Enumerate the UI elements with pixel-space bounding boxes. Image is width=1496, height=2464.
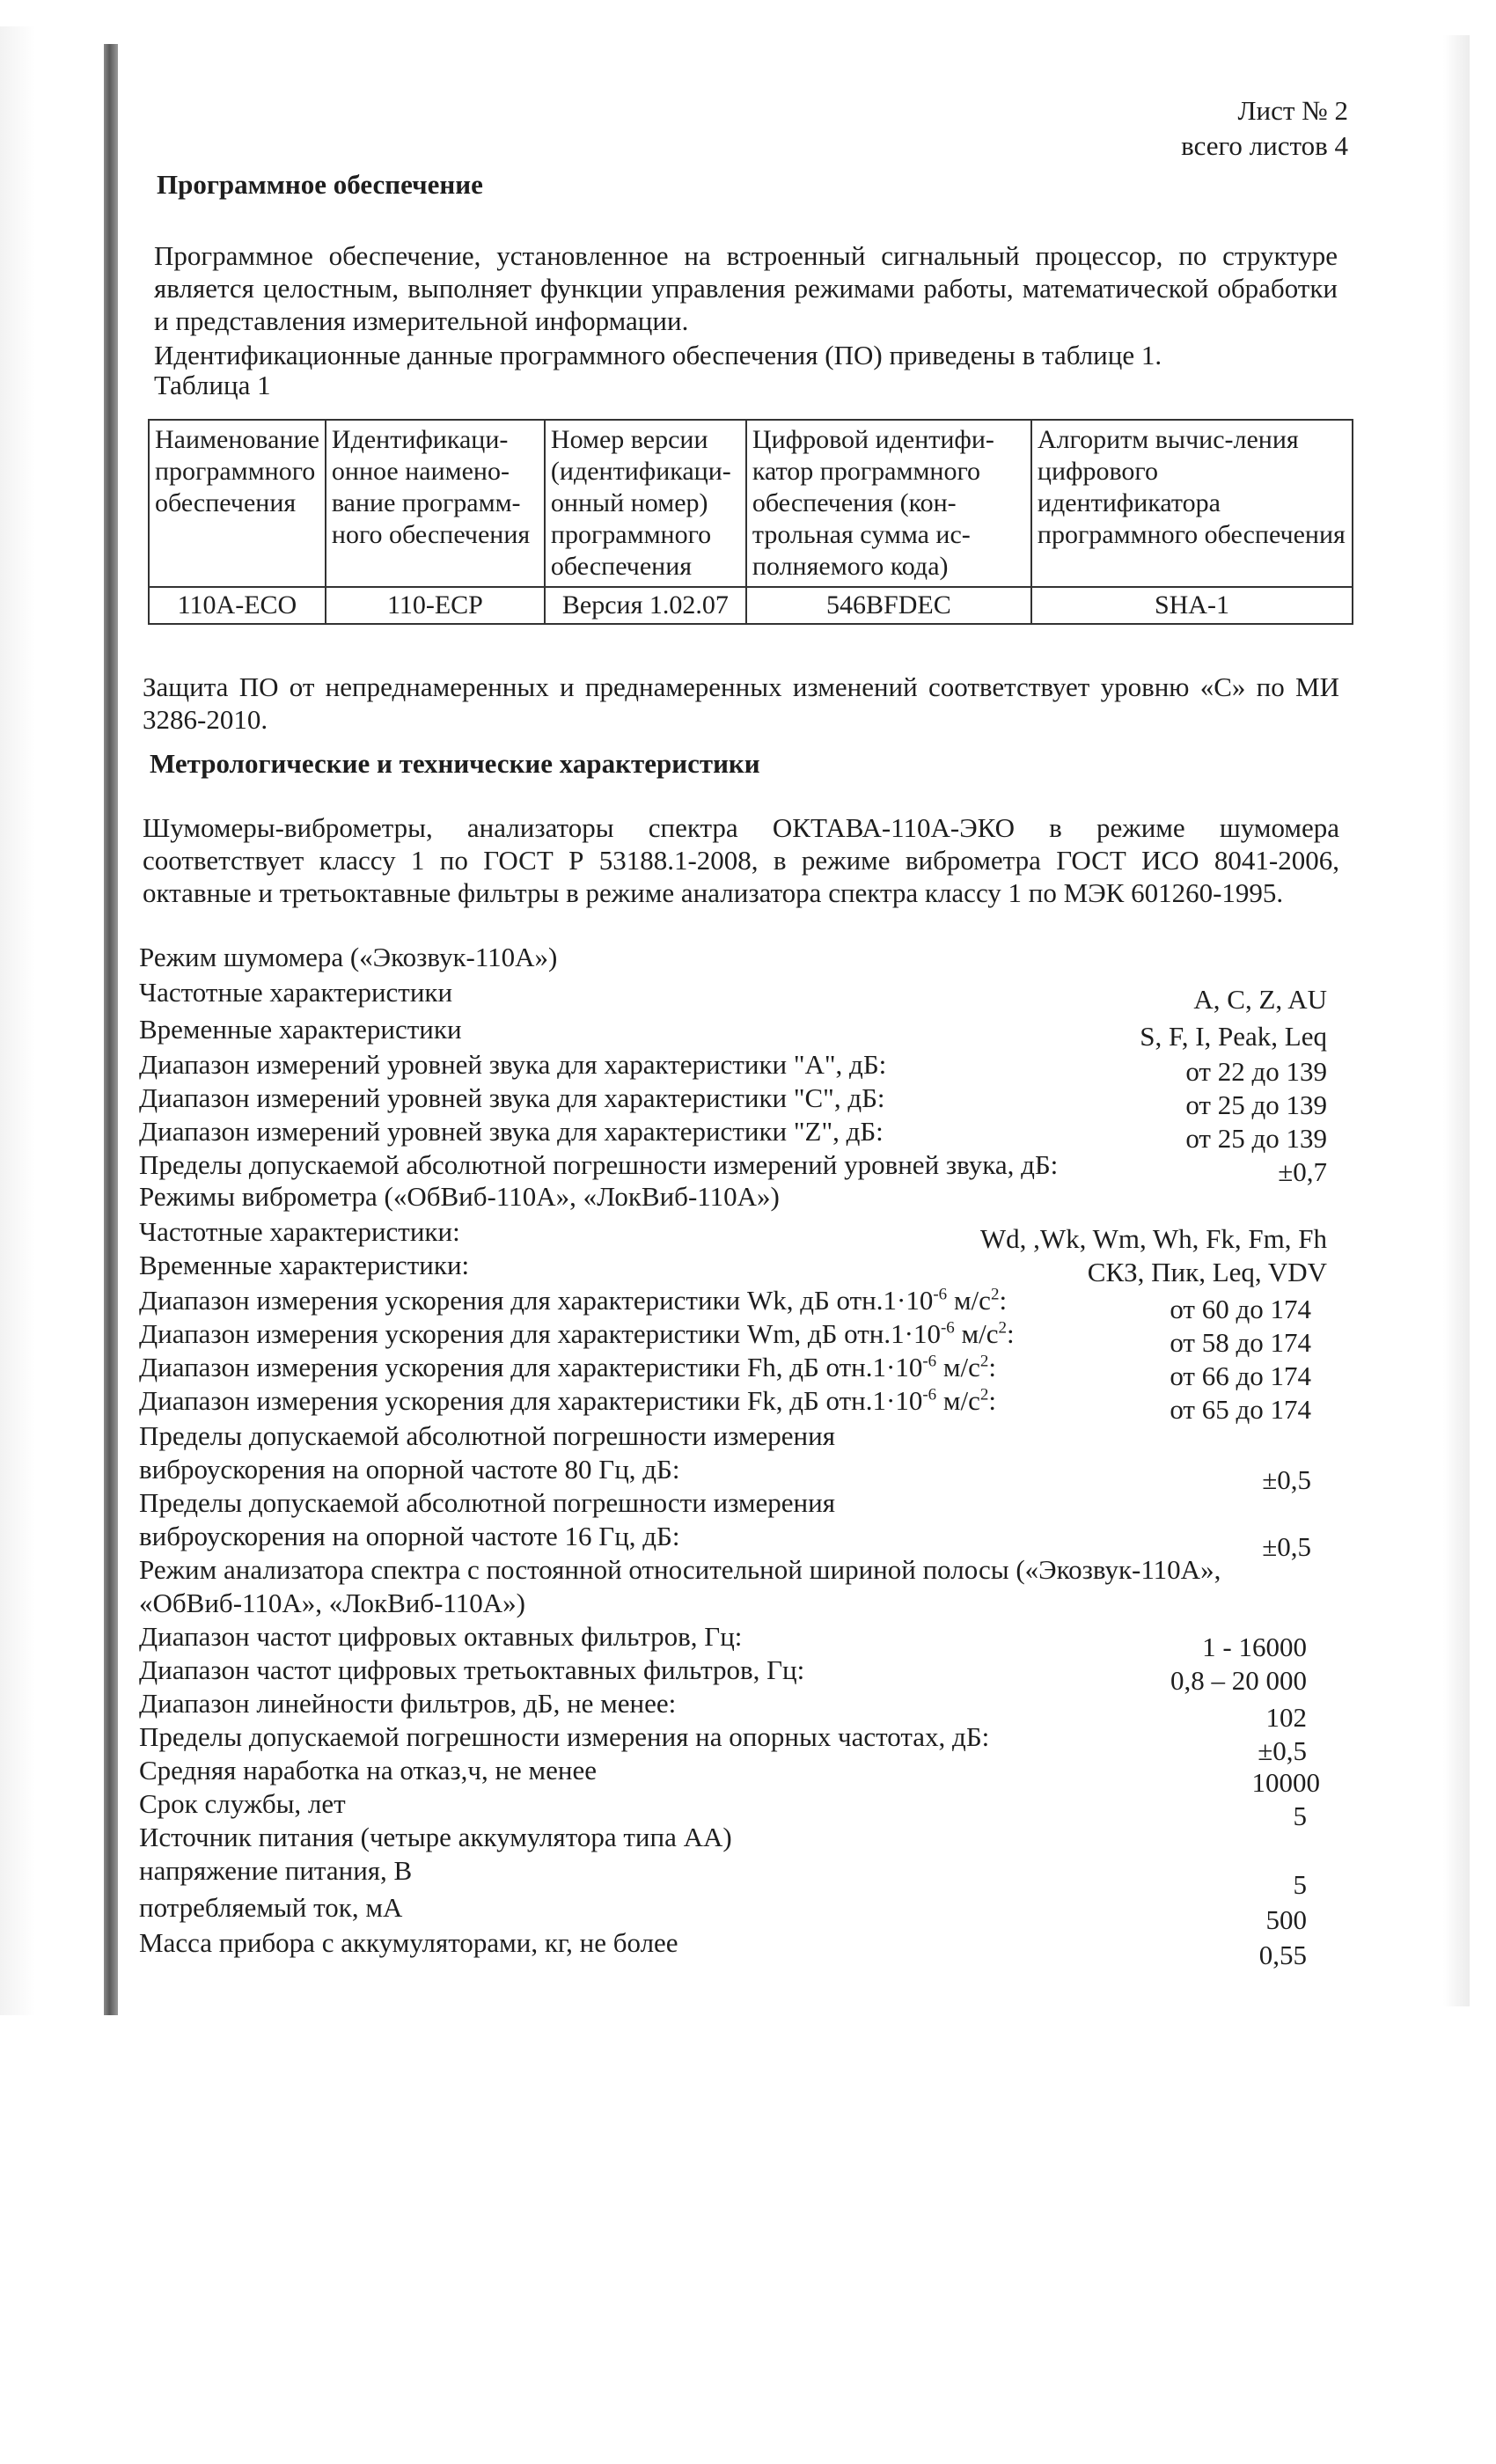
acceleration-range-mid: м/с <box>936 1352 980 1382</box>
table-header-cell: Цифровой идентифи-катор программного обеспечения (кон-трольная сумма ис-полняемого кода) <box>746 420 1031 587</box>
table-cell: 110-ECP <box>326 587 545 624</box>
acceleration-range-exp2: 2 <box>979 1385 989 1404</box>
spectrum-line-label: напряжение питания, В <box>139 1855 413 1886</box>
acceleration-range-post: : <box>988 1385 997 1416</box>
noise-line-value: от 22 до 139 <box>1185 1056 1327 1087</box>
spectrum-mode-heading-1: Режим анализатора спектра с постоянной относительной шириной полосы («Экозвук-110А», <box>139 1554 1221 1585</box>
table-header-row <box>149 420 1353 587</box>
noise-line-value: от 25 до 139 <box>1185 1089 1327 1120</box>
acceleration-range-pre: Диапазон измерения ускорения для характеристики Fh, дБ отн.1·10 <box>139 1352 923 1382</box>
spectrum-line-value: 5 <box>1293 1800 1307 1831</box>
scan-shadow-right <box>1443 35 1470 2006</box>
table-header-cell: Номер версии (идентификаци-онный номер) программного обеспечения <box>545 420 746 587</box>
spectrum-line-label: Пределы допускаемой погрешности измерения на опорных частотах, дБ: <box>139 1721 990 1752</box>
acceleration-range-mid: м/с <box>954 1318 999 1349</box>
vibration-line-label: Временные характеристики: <box>139 1250 470 1280</box>
table-row <box>149 587 1353 624</box>
spectrum-line-label: Срок службы, лет <box>139 1788 346 1819</box>
error-80hz-label-1: Пределы допускаемой абсолютной погрешности измерения <box>139 1420 835 1451</box>
acceleration-range-label <box>139 1385 996 1417</box>
spectrum-line-value: 500 <box>1265 1904 1307 1935</box>
acceleration-range-exp: -6 <box>922 1352 937 1371</box>
table-cell: Версия 1.02.07 <box>545 587 746 624</box>
table-cell: SHA-1 <box>1031 587 1353 624</box>
spectrum-line-value: 10000 <box>1251 1767 1320 1798</box>
software-table-ref: Идентификационные данные программного обеспечения (ПО) приведены в таблице 1. <box>154 340 1162 370</box>
spectrum-line-value: ±0,5 <box>1258 1735 1307 1766</box>
noise-line-value: от 25 до 139 <box>1185 1123 1327 1154</box>
table-header-cell: Наименование программного обеспечения <box>149 420 326 587</box>
noise-line-label: Временные характеристики <box>139 1014 462 1045</box>
metrology-title: Метрологические и технические характеристики <box>150 748 760 779</box>
noise-line-value: S, F, I, Peak, Leq <box>1140 1021 1327 1052</box>
spectrum-line-value: 0,8 – 20 000 <box>1170 1665 1307 1696</box>
acceleration-range-post: : <box>999 1285 1008 1316</box>
acceleration-range-pre: Диапазон измерения ускорения для характеристики Fk, дБ отн.1·10 <box>139 1385 923 1416</box>
acceleration-range-value: от 66 до 174 <box>1170 1360 1311 1391</box>
spectrum-line-label: Диапазон линейности фильтров, дБ, не менее: <box>139 1688 677 1719</box>
noise-line-label: Диапазон измерений уровней звука для характеристики "C", дБ: <box>139 1082 885 1113</box>
noise-line-label: Диапазон измерений уровней звука для характеристики "A", дБ: <box>139 1049 887 1080</box>
scan-shadow-left <box>0 26 35 2015</box>
error-16hz-label-2: виброускорения на опорной частоте 16 Гц, дБ: <box>139 1521 680 1551</box>
table-header-cell: Алгоритм вычис-ления цифрового идентификатора программного обеспечения <box>1031 420 1353 587</box>
spectrum-line-label: потребляемый ток, мА <box>139 1892 403 1923</box>
acceleration-range-value: от 65 до 174 <box>1170 1394 1311 1425</box>
acceleration-range-mid: м/с <box>947 1285 991 1316</box>
protection-text: Защита ПО от непреднамеренных и преднамеренных изменений соответствует уровню «С» по МИ 3286-2010. <box>143 671 1339 735</box>
spectrum-line-label: Диапазон частот цифровых октавных фильтров, Гц: <box>139 1621 743 1652</box>
table-caption: Таблица 1 <box>154 370 271 400</box>
spectrum-line-value: 1 - 16000 <box>1202 1632 1307 1662</box>
spectrum-mode-heading-2: «ОбВиб-110А», «ЛокВиб-110А») <box>139 1588 525 1618</box>
spectrum-line-label: Источник питания (четыре аккумулятора типа АА) <box>139 1822 732 1852</box>
acceleration-range-exp2: 2 <box>990 1285 1000 1304</box>
acceleration-range-post: : <box>1007 1318 1015 1349</box>
sheet-total: всего листов 4 <box>1181 130 1348 161</box>
software-id-table <box>148 419 1353 625</box>
noise-line-label: Пределы допускаемой абсолютной погрешности измерений уровней звука, дБ: <box>139 1149 1059 1180</box>
acceleration-range-pre: Диапазон измерения ускорения для характеристики Wk, дБ отн.1·10 <box>139 1285 934 1316</box>
table-cell: 110A-ECO <box>149 587 326 624</box>
vibration-mode-heading: Режимы виброметра («ОбВиб-110А», «ЛокВиб-110А») <box>139 1181 780 1212</box>
acceleration-range-label <box>139 1318 1015 1350</box>
acceleration-range-label <box>139 1352 996 1383</box>
spectrum-line-label: Средняя наработка на отказ,ч, не менее <box>139 1755 598 1786</box>
vibration-line-label: Частотные характеристики: <box>139 1216 460 1247</box>
vibration-line-value: СКЗ, Пик, Leq, VDV <box>1087 1257 1327 1287</box>
metrology-intro: Шумомеры-виброметры, анализаторы спектра ОКТАВА-110А-ЭКО в режиме шумомера соответствует классу 1 по ГОСТ Р 53188.1-2008, в режиме виброметра ГОСТ ИСО 8041-2006, октавные и третьоктавные фильтры в режиме анализатора спектра классу 1 по МЭК 601260-1995. <box>143 812 1339 908</box>
table-header-cell: Идентификаци-онное наимено-вание программ-ного обеспечения <box>326 420 545 587</box>
scan-binding-edge <box>104 44 118 2015</box>
software-paragraph: Программное обеспечение, установленное на встроенный сигнальный процессор, по структуре является целостным, выполняет функции управления режимами работы, математической обработки и представления измерительной информации. <box>154 240 1338 336</box>
acceleration-range-exp: -6 <box>922 1385 937 1404</box>
spectrum-line-label: Масса прибора с аккумуляторами, кг, не более <box>139 1927 678 1958</box>
acceleration-range-exp: -6 <box>940 1318 955 1338</box>
vibration-line-value: Wd, ,Wk, Wm, Wh, Fk, Fm, Fh <box>979 1223 1327 1254</box>
error-80hz-label-2: виброускорения на опорной частоте 80 Гц, дБ: <box>139 1454 680 1485</box>
acceleration-range-mid: м/с <box>936 1385 980 1416</box>
error-80hz-value: ±0,5 <box>1262 1464 1311 1495</box>
table-cell: 546BFDEC <box>746 587 1031 624</box>
noise-mode-heading: Режим шумомера («Экозвук-110А») <box>139 942 558 972</box>
acceleration-range-post: : <box>988 1352 997 1382</box>
acceleration-range-value: от 60 до 174 <box>1170 1294 1311 1324</box>
error-16hz-value: ±0,5 <box>1262 1531 1311 1562</box>
acceleration-range-exp2: 2 <box>979 1352 989 1371</box>
noise-line-value: ±0,7 <box>1278 1156 1327 1187</box>
spectrum-line-value: 102 <box>1265 1702 1307 1733</box>
spectrum-line-value: 0,55 <box>1258 1940 1307 1970</box>
noise-line-label: Диапазон измерений уровней звука для характеристики "Z", дБ: <box>139 1116 884 1147</box>
acceleration-range-pre: Диапазон измерения ускорения для характеристики Wm, дБ отн.1·10 <box>139 1318 941 1349</box>
error-16hz-label-1: Пределы допускаемой абсолютной погрешности измерения <box>139 1487 835 1518</box>
acceleration-range-exp2: 2 <box>998 1318 1008 1338</box>
noise-line-value: A, C, Z, AU <box>1193 984 1327 1015</box>
spectrum-line-label: Диапазон частот цифровых третьоктавных фильтров, Гц: <box>139 1654 805 1685</box>
acceleration-range-exp: -6 <box>933 1285 948 1304</box>
sheet-number: Лист № 2 <box>1237 95 1348 126</box>
software-title: Программное обеспечение <box>157 169 483 200</box>
acceleration-range-label <box>139 1285 1007 1316</box>
spectrum-line-value: 5 <box>1293 1869 1307 1900</box>
acceleration-range-value: от 58 до 174 <box>1170 1327 1311 1358</box>
noise-line-label: Частотные характеристики <box>139 977 453 1008</box>
